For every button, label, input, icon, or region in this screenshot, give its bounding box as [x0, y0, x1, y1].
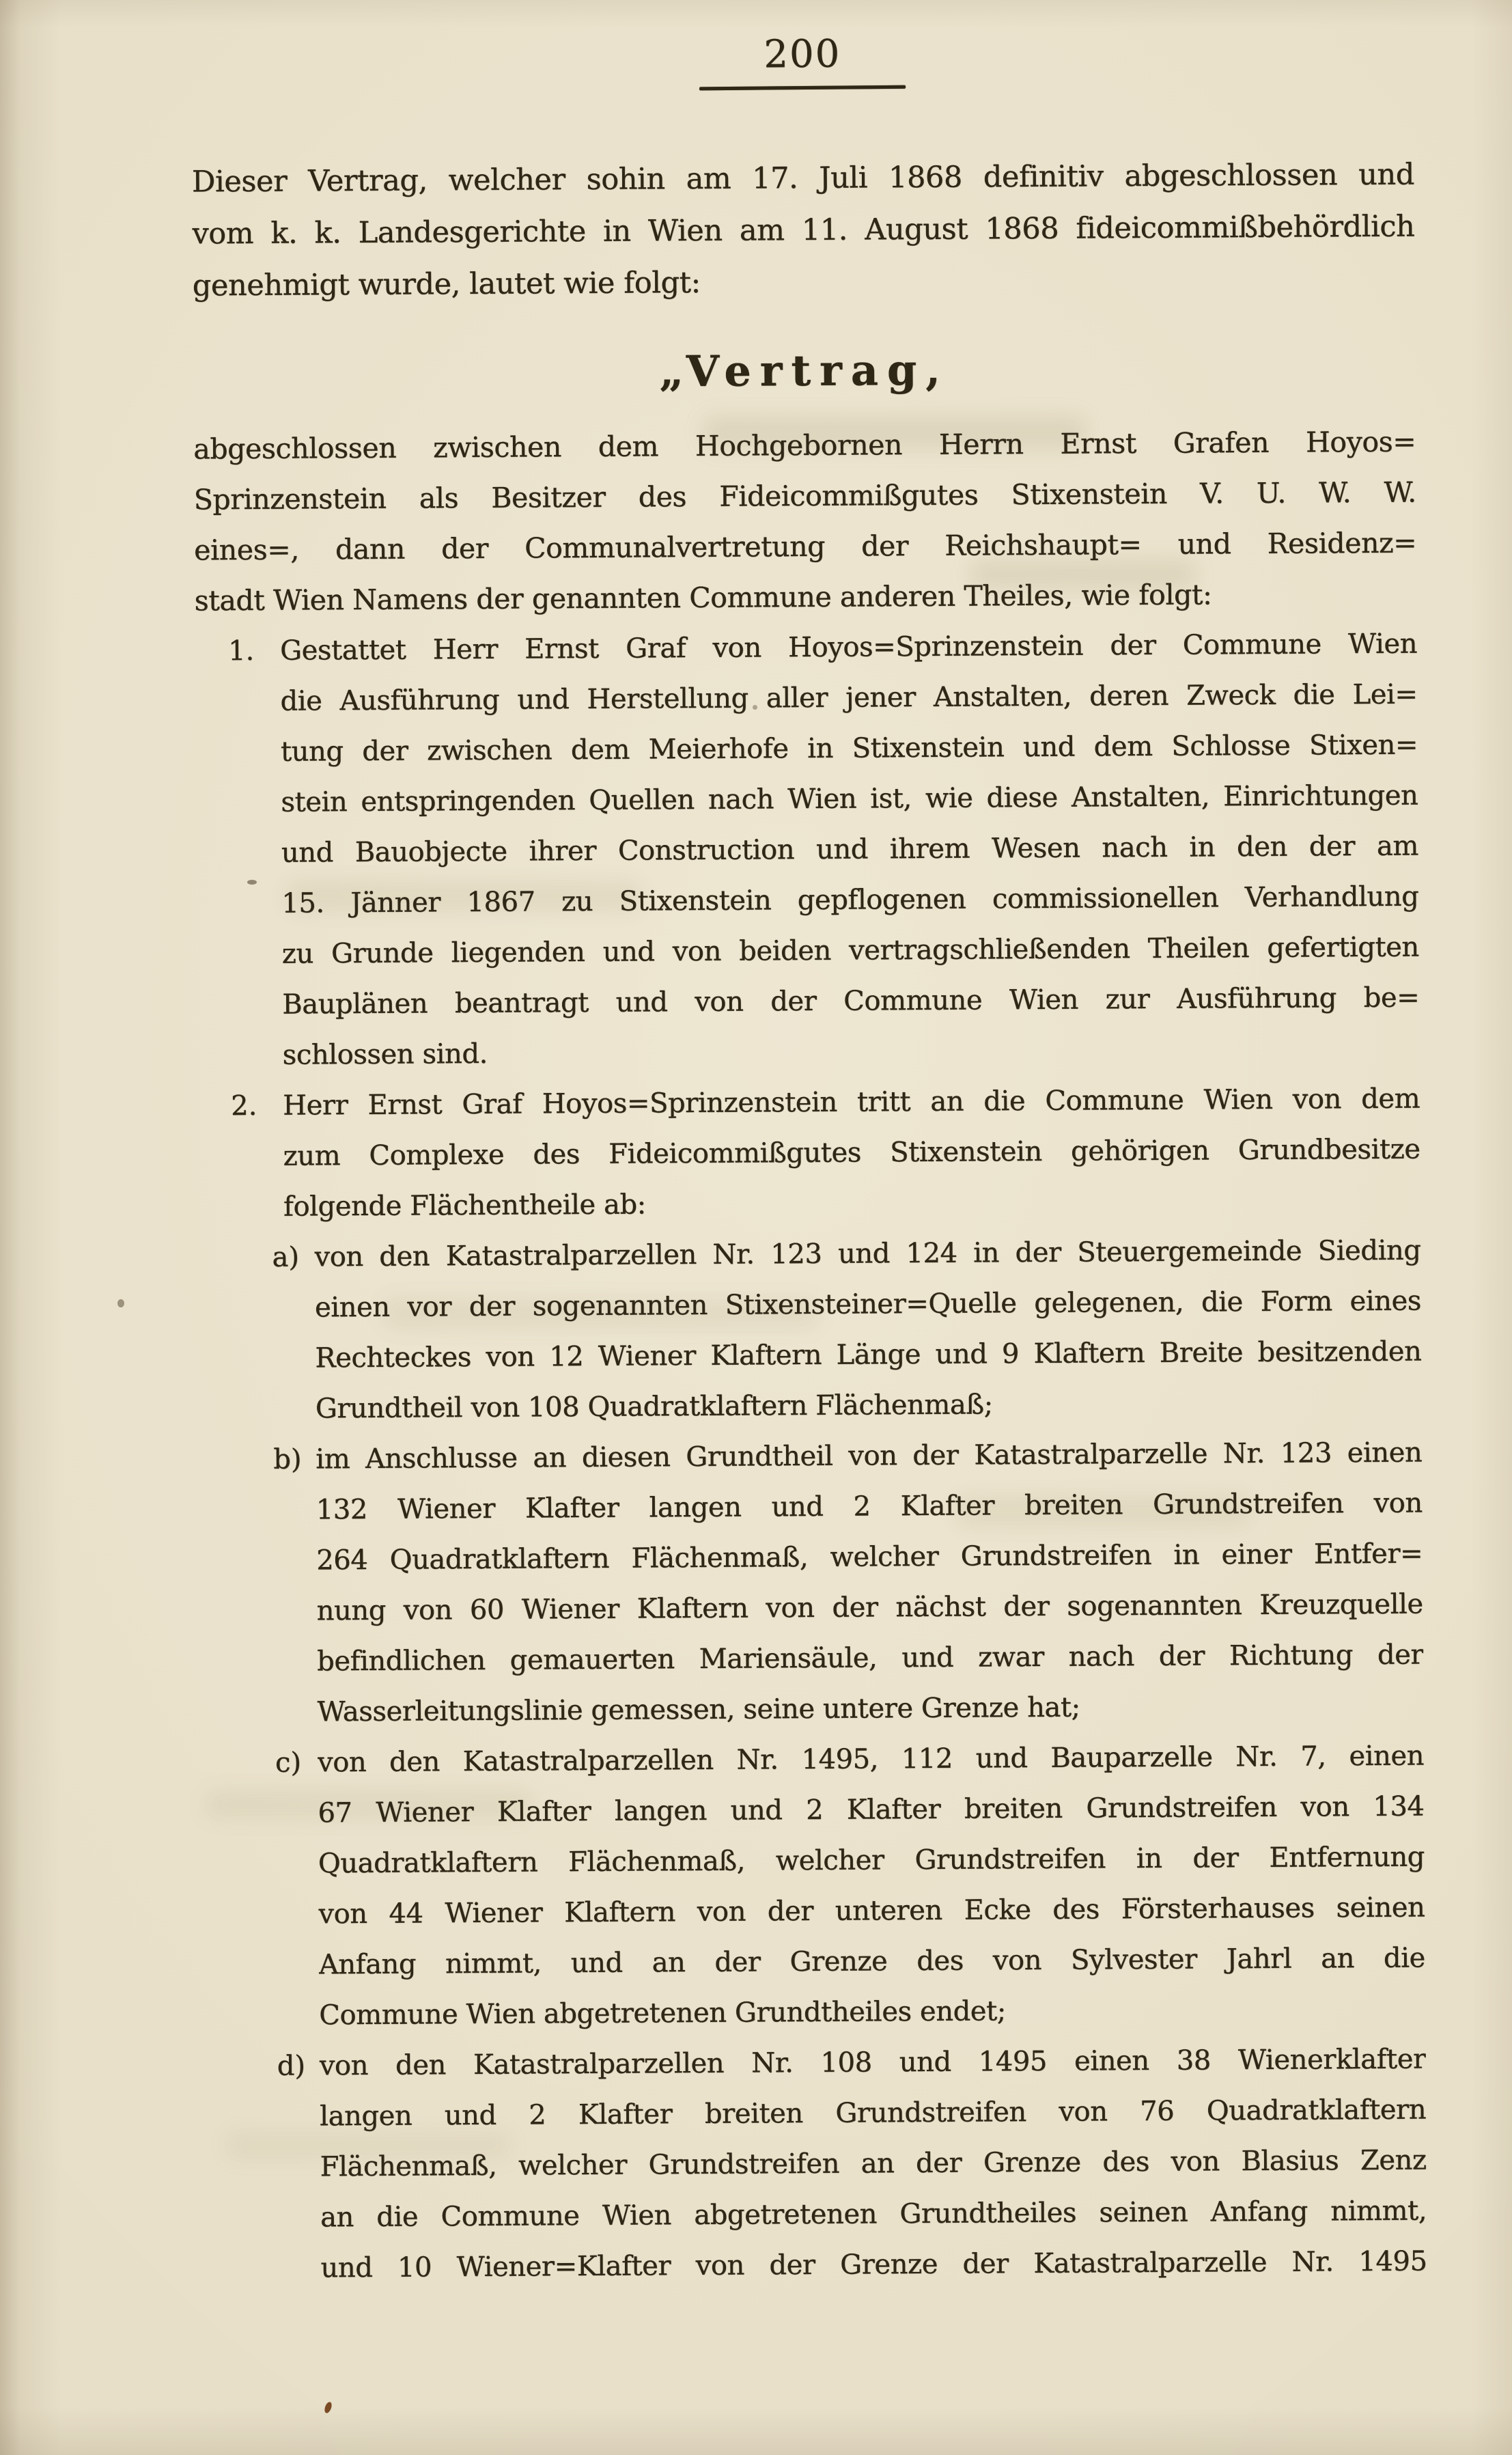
- page-content: [191, 0, 1427, 2294]
- text-line: Rechteckes von 12 Wiener Klaftern Länge und 9 Klaftern Breite besitzenden: [315, 1335, 1422, 1374]
- item-letter-label: c): [275, 1747, 302, 1779]
- page-number-rule: [699, 85, 906, 91]
- text-line: Wasserleitungslinie gemessen, seine untere Grenze hat;: [317, 1691, 1080, 1728]
- item-lines: [320, 2034, 1427, 2294]
- text-line: vom k. k. Landesgerichte in Wien am 11. August 1868 fideicommißbehördlich: [192, 209, 1415, 251]
- item-letter-label: a): [272, 1241, 300, 1273]
- item-letter-label: d): [277, 2050, 306, 2082]
- text-line: tung der zwischen dem Meierhofe in Stixenstein und dem Schlosse Stixen=: [280, 729, 1418, 768]
- text-line: 264 Quadratklaftern Flächenmaß, welcher Grundstreifen in einer Entfer=: [316, 1538, 1423, 1577]
- text-line: von den Katastralparzellen Nr. 123 und 124 in der Steuergemeinde Sieding: [314, 1234, 1421, 1273]
- text-line: Herr Ernst Graf Hoyos=Sprinzenstein tritt an die Commune Wien von dem: [283, 1083, 1420, 1122]
- contract-subitem-d: [277, 2034, 1427, 2294]
- text-line: 15. Jänner 1867 zu Stixenstein gepflogenen commissionellen Verhandlung: [281, 880, 1419, 919]
- text-line: Bauplänen beantragt und von der Commune Wien zur Ausführung be=: [282, 982, 1420, 1021]
- text-line: eines=, dann der Communalvertretung der Reichshaupt= und Residenz=: [194, 526, 1417, 567]
- text-line: stein entspringenden Quellen nach Wien ist, wie diese Anstalten, Einrichtungen: [281, 779, 1418, 818]
- contract-heading: „Vertrag,: [659, 344, 950, 397]
- text-line: von 44 Wiener Klaftern von der unteren Ecke des Försterhauses seinen: [318, 1891, 1425, 1930]
- text-line: an die Commune Wien abgetretenen Grundtheiles seinen Anfang nimmt,: [320, 2195, 1427, 2234]
- intro-paragraph: [192, 149, 1415, 312]
- contract-item-2: [231, 1074, 1420, 1232]
- item-letter-label: b): [273, 1443, 302, 1475]
- text-line: zu Grunde liegenden und von beiden vertragschließenden Theilen gefertigten: [281, 931, 1419, 970]
- contract-subitem-b: [273, 1428, 1424, 1738]
- text-line: und 10 Wiener=Klafter von der Grenze der Katastralparzelle Nr. 1495: [320, 2245, 1427, 2284]
- text-line: einen vor der sogenannten Stixensteiner=Quelle gelegenen, die Form eines: [314, 1285, 1422, 1324]
- text-line: zum Complexe des Fideicommißgutes Stixenstein gehörigen Grundbesitze: [283, 1133, 1420, 1172]
- contract-subitem-a: [272, 1225, 1422, 1434]
- text-line: von den Katastralparzellen Nr. 1495, 112 und Bauparzelle Nr. 7, einen: [317, 1740, 1425, 1779]
- item-lines: [318, 1731, 1426, 2041]
- text-line: abgeschlossen zwischen dem Hochgebornen Herrn Ernst Grafen Hoyos=: [193, 425, 1416, 466]
- text-line: folgende Flächentheile ab:: [283, 1189, 646, 1223]
- text-line: 132 Wiener Klafter langen und 2 Klafter breiten Grundstreifen von: [316, 1487, 1423, 1526]
- text-line: die Ausführung und Herstellung aller jener Anstalten, deren Zweck die Lei=: [280, 678, 1418, 717]
- text-line: von den Katastralparzellen Nr. 108 und 1495 einen 38 Wienerklafter: [319, 2043, 1426, 2082]
- text-line: im Anschlusse an diesen Grundtheil von der Katastralparzelle Nr. 123 einen: [316, 1437, 1423, 1475]
- text-line: Quadratklaftern Flächenmaß, welcher Grundstreifen in der Entfernung: [318, 1841, 1425, 1880]
- item-lines: [283, 1074, 1420, 1232]
- ink-speck: [117, 1299, 124, 1307]
- text-line: Dieser Vertrag, welcher sohin am 17. Juli 1868 definitiv abgeschlossen und: [191, 157, 1415, 199]
- text-line: schlossen sind.: [282, 1038, 488, 1071]
- item-lines: [314, 1225, 1422, 1434]
- text-line: Gestattet Herr Ernst Graf von Hoyos=Sprinzenstein der Commune Wien: [279, 628, 1418, 667]
- contract-preamble: [193, 417, 1417, 626]
- text-line: 67 Wiener Klafter langen und 2 Klafter breiten Grundstreifen von 134: [318, 1790, 1425, 1829]
- text-line: Flächenmaß, welcher Grundstreifen an der Grenze des von Blasius Zenz: [320, 2144, 1427, 2183]
- text-line: Grundtheil von 108 Quadratklaftern Flächenmaß;: [315, 1389, 993, 1425]
- item-lines: [316, 1428, 1424, 1738]
- ink-speck: [323, 2401, 333, 2414]
- text-line: stadt Wien Namens der genannten Commune anderen Theiles, wie folgt:: [194, 578, 1212, 618]
- text-line: befindlichen gemauerten Mariensäule, und zwar nach der Richtung der: [317, 1639, 1424, 1678]
- text-line: Anfang nimmt, und an der Grenze des von Sylvester Jahrl an die: [318, 1942, 1425, 1981]
- text-line: langen und 2 Klafter breiten Grundstreifen von 76 Quadratklaftern: [320, 2094, 1427, 2133]
- text-line: Sprinzenstein als Besitzer des Fideicommißgutes Stixenstein V. U. W. W.: [193, 475, 1416, 516]
- text-line: Commune Wien abgetretenen Grundtheiles endet;: [319, 1995, 1006, 2031]
- item-number-label: 2.: [231, 1090, 257, 1122]
- text-line: und Bauobjecte ihrer Construction und ihrem Wesen nach in den der am: [281, 830, 1419, 869]
- text-line: nung von 60 Wiener Klaftern von der nächst der sogenannten Kreuzquelle: [316, 1588, 1423, 1627]
- contract-subitem-c: [275, 1731, 1426, 2041]
- item-lines: [280, 619, 1420, 1081]
- text-line: genehmigt wurde, lautet wie folgt:: [192, 265, 701, 303]
- contract-item-1: [227, 619, 1420, 1081]
- item-number-label: 1.: [227, 635, 255, 667]
- page-number: 200: [764, 31, 841, 77]
